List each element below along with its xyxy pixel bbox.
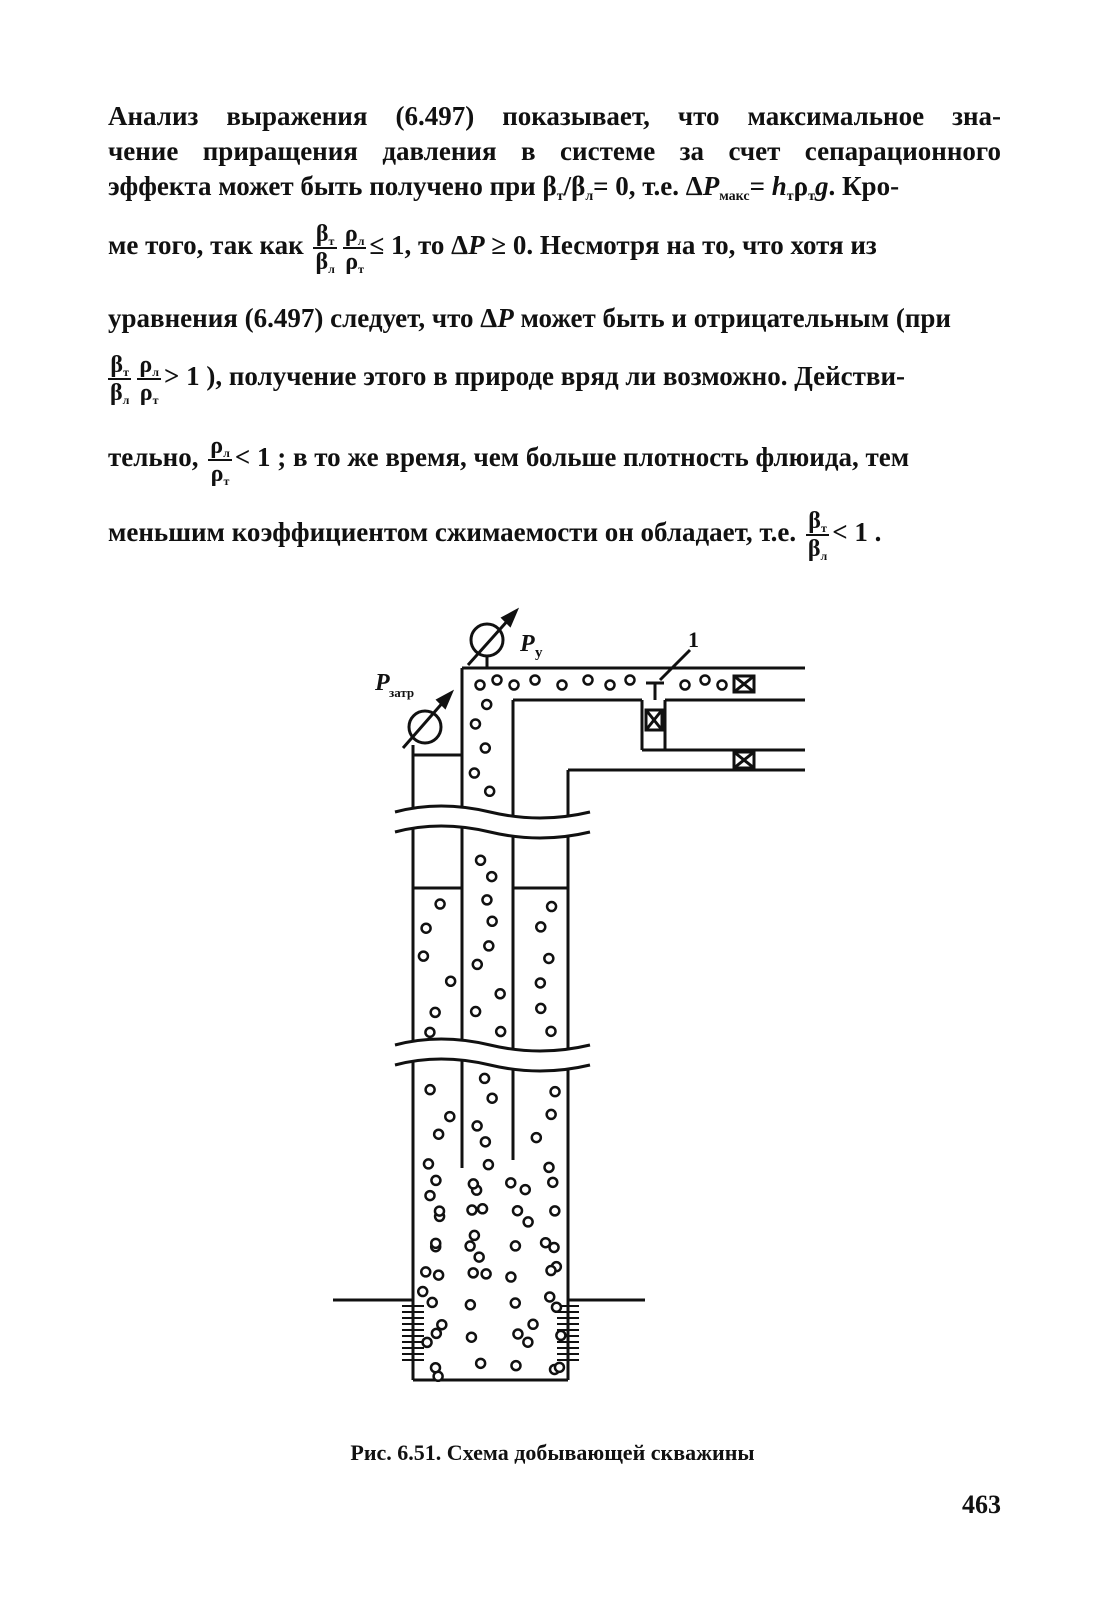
bubble: [469, 1268, 478, 1277]
bubble: [434, 1130, 443, 1139]
italic-symbol: P: [468, 230, 485, 260]
text-segment: < 1 .: [832, 517, 882, 547]
pressure-gauge-icon: [471, 624, 503, 656]
label-1: 1: [688, 627, 699, 652]
bubble: [552, 1303, 561, 1312]
bubble: [421, 1267, 430, 1276]
bubble: [496, 1027, 505, 1036]
bubble: [484, 1160, 493, 1169]
bubble: [471, 719, 480, 728]
bubble: [485, 787, 494, 796]
figure-caption: Рис. 6.51. Схема добывающей скважины: [350, 1440, 755, 1465]
bubble: [718, 681, 727, 690]
bubble: [547, 1027, 556, 1036]
bubble: [436, 900, 445, 909]
bubble: [482, 1269, 491, 1278]
paragraph-line-6: [108, 346, 1001, 406]
fraction-rho: $\frac{\rho_л}{\rho_т}$: [344, 220, 365, 276]
bubble: [426, 1191, 435, 1200]
italic-symbol: g: [814, 171, 829, 201]
bubble: [487, 872, 496, 881]
bubble: [584, 676, 593, 685]
bubble: [482, 700, 491, 709]
text-segment: ≥ 0. Несмотря на то, что хотя из: [484, 230, 877, 260]
text-segment: ме того, так как: [108, 230, 304, 260]
bubble: [555, 1363, 564, 1372]
label-pzatr-sub: затр: [389, 685, 415, 700]
bubble: [445, 1112, 454, 1121]
label-py-sub: у: [535, 645, 543, 661]
well-structure: [333, 668, 805, 1380]
bubble: [558, 681, 567, 690]
bubble: [466, 1242, 475, 1251]
bubble: [426, 1085, 435, 1094]
bubble: [545, 1292, 554, 1301]
bubble: [546, 1266, 555, 1275]
paragraph-line-4: [108, 215, 1001, 275]
italic-symbol: h: [771, 171, 787, 201]
bubble: [481, 1137, 490, 1146]
bubble: [544, 954, 553, 963]
bubble: [467, 1206, 476, 1215]
bubble: [470, 769, 479, 778]
bubble: [506, 1273, 515, 1282]
text-segment: меньшим коэффициентом сжимаемости он обладает, т.е.: [108, 517, 797, 547]
bubble: [484, 941, 493, 950]
italic-symbol: P: [702, 171, 720, 201]
text-segment: тельно,: [108, 442, 199, 472]
bubble: [435, 1207, 444, 1216]
bubble: [521, 1185, 530, 1194]
bubble: [536, 978, 545, 987]
paragraph-line-7: [108, 427, 1001, 487]
bubble: [431, 1239, 440, 1248]
subscript: л: [585, 189, 594, 204]
text-segment: уравнения (6.497) следует, что Δ: [108, 303, 498, 333]
text-segment: /β: [563, 171, 586, 201]
bubble: [476, 681, 485, 690]
subscript: т: [786, 189, 794, 204]
bubble: [547, 902, 556, 911]
bubble: [466, 1300, 475, 1309]
bubble: [437, 1320, 446, 1329]
text-line-1: Анализ выражения (6.497) показывает, что максимальное зна-: [108, 101, 1001, 131]
annulus-gauge-icon: [409, 711, 441, 743]
bubble: [476, 1359, 485, 1368]
bubble: [536, 922, 545, 931]
bubble: [481, 744, 490, 753]
bubble: [431, 1176, 440, 1185]
bubble: [425, 1028, 434, 1037]
bubble: [424, 1159, 433, 1168]
bubble: [606, 681, 615, 690]
bubble: [428, 1298, 437, 1307]
text-segment: > 1: [163, 361, 200, 391]
perforation-marks: [402, 1306, 579, 1360]
bubble: [531, 676, 540, 685]
gas-bubbles: [418, 676, 726, 1381]
bubble: [473, 1121, 482, 1130]
bubble: [547, 1110, 556, 1119]
figure-labels: [374, 627, 699, 700]
text-line-2: чение приращения давления в системе за счет сепарационного: [108, 136, 1001, 166]
bubble: [469, 1179, 478, 1188]
bubble: [493, 676, 502, 685]
bubble: [551, 1087, 560, 1096]
bubble: [476, 856, 485, 865]
bubble: [422, 924, 431, 933]
bubble: [471, 1007, 480, 1016]
bubble: [511, 1299, 520, 1308]
fraction-beta-3: $\frac{\beta_т}{\beta_л}$: [807, 507, 828, 563]
bubble: [511, 1361, 520, 1370]
bubble: [513, 1206, 522, 1215]
text-segment: эффекта может быть получено при β: [108, 171, 557, 201]
bubble: [545, 1163, 554, 1172]
label-pzatr: P: [375, 670, 390, 696]
paragraph-line-5: [108, 302, 1001, 334]
fraction-beta-2: $\frac{\beta_т}{\beta_л}$: [110, 351, 130, 407]
bubble: [431, 1363, 440, 1372]
bubble: [524, 1217, 533, 1226]
bubble: [475, 1253, 484, 1262]
bubble: [488, 1094, 497, 1103]
fraction-rho-3: $\frac{\rho_л}{\rho_т}$: [210, 432, 230, 488]
bubble: [419, 952, 428, 961]
bubble: [510, 681, 519, 690]
bubble: [529, 1320, 538, 1329]
bubble: [432, 1329, 441, 1338]
bubble: [418, 1287, 427, 1296]
bubble: [513, 1329, 522, 1338]
paragraph-line-1: [108, 100, 1001, 132]
fraction-rho-2: $\frac{\rho_л}{\rho_т}$: [139, 351, 159, 407]
bubble: [701, 676, 710, 685]
bubble: [488, 917, 497, 926]
text-segment: =: [749, 171, 772, 201]
bubble: [556, 1331, 565, 1340]
paragraph-line-8: [108, 502, 1001, 562]
bubble: [506, 1178, 515, 1187]
bubble: [434, 1271, 443, 1280]
bubble: [480, 1074, 489, 1083]
italic-symbol: P: [497, 303, 514, 333]
bubble: [523, 1338, 532, 1347]
bubble: [482, 895, 491, 904]
text-segment: . Кро-: [828, 171, 900, 201]
subscript: т: [556, 189, 564, 204]
paragraph-line-3: [108, 170, 1001, 202]
bubble: [478, 1204, 487, 1213]
fraction-beta: $\frac{\beta_т}{\beta_л}$: [315, 220, 335, 276]
break-marks: [395, 806, 590, 1071]
well-scheme-figure: [0, 600, 1105, 1450]
text-segment: = 0, т.е. Δ: [593, 171, 703, 201]
text-segment: ≤ 1, то Δ: [369, 230, 469, 260]
bubble: [548, 1178, 557, 1187]
bubble: [511, 1241, 520, 1250]
subscript: макс: [719, 189, 750, 204]
paragraph-line-2: [108, 135, 1001, 167]
bubble: [550, 1206, 559, 1215]
subscript: т: [808, 189, 815, 204]
text-segment: < 1 ; в то же время, чем больше плотность флюида, тем: [234, 442, 910, 472]
text-segment: может быть и отрицательным (при: [513, 303, 951, 333]
bubble: [550, 1243, 559, 1252]
page-number: 463: [962, 1490, 1001, 1519]
label-py: P: [520, 631, 535, 657]
bubble: [626, 676, 635, 685]
bubble: [496, 989, 505, 998]
bubble: [423, 1338, 432, 1347]
bubble: [532, 1133, 541, 1142]
bubble: [467, 1333, 476, 1342]
text-segment: ρ: [793, 171, 809, 201]
bubble: [470, 1231, 479, 1240]
bubble: [431, 1008, 440, 1017]
bubble: [446, 977, 455, 986]
text-segment: ), получение этого в природе вряд ли возможно. Действи-: [199, 361, 906, 391]
bubble: [536, 1004, 545, 1013]
bubble: [473, 960, 482, 969]
bubble: [681, 681, 690, 690]
